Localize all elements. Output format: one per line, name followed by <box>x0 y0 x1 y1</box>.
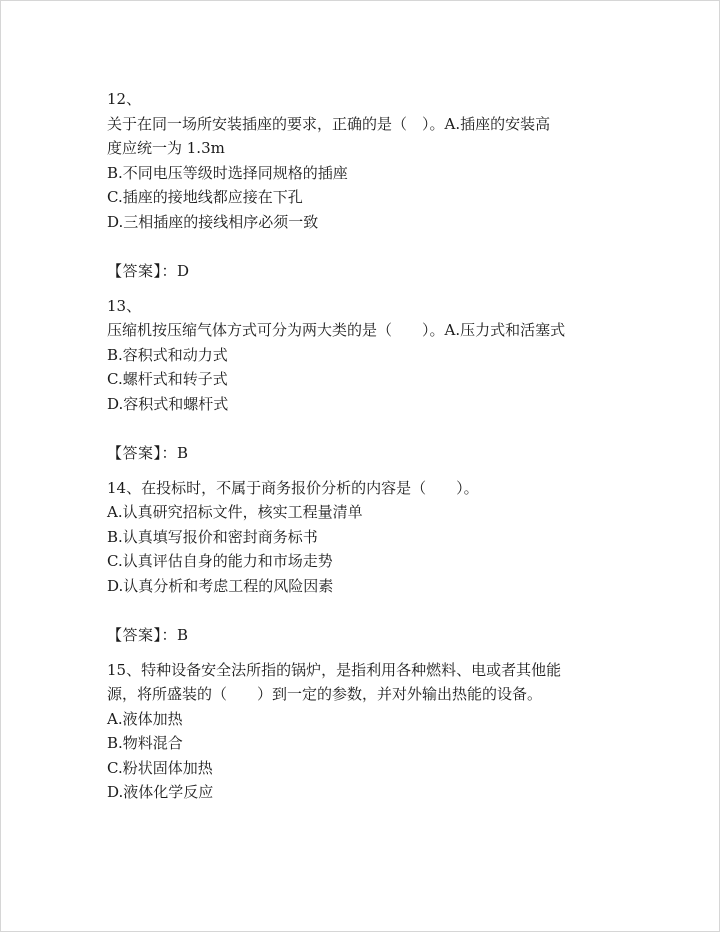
question-stem-line: 压缩机按压缩气体方式可分为两大类的是（ ）。A.压力式和活塞式 <box>107 321 566 339</box>
option-b: B.认真填写报价和密封商务标书 <box>107 527 318 546</box>
question-14 <box>107 476 617 648</box>
question-stem-line: 源，将所盛装的（ ）到一定的参数，并对外输出热能的设备。 <box>107 685 543 703</box>
option-d: D.认真分析和考虑工程的风险因素 <box>107 576 334 595</box>
option-a: A.液体加热 <box>107 709 183 728</box>
option-b: B.不同电压等级时选择同规格的插座 <box>107 163 348 182</box>
option-d: D.容积式和螺杆式 <box>107 394 229 413</box>
option-c: C.粉状固体加热 <box>107 758 213 777</box>
answer-label: 【答案】：D <box>107 262 190 280</box>
option-c: C.螺杆式和转子式 <box>107 370 228 388</box>
option-b: B.容积式和动力式 <box>107 345 228 364</box>
answer-label: 【答案】：B <box>107 444 189 462</box>
question-stem-line: 度应统一为 1.3m <box>107 139 225 157</box>
option-c: C.插座的接地线都应接在下孔 <box>107 188 303 206</box>
option-b: B.物料混合 <box>107 734 183 752</box>
question-list <box>107 87 617 805</box>
question-12 <box>107 87 617 284</box>
option-d: D.三相插座的接线相序必须一致 <box>107 212 319 231</box>
option-d: D.液体化学反应 <box>107 783 214 801</box>
option-a: A.认真研究招标文件，核实工程量清单 <box>107 503 363 521</box>
question-stem-line: 关于在同一场所安装插座的要求，正确的是（ ）。A.插座的安装高 <box>107 114 551 133</box>
question-number: 13、 <box>107 296 142 315</box>
question-number: 12、 <box>107 90 142 108</box>
question-15 <box>107 658 617 805</box>
question-stem-line: 15、特种设备安全法所指的锅炉，是指利用各种燃料、电或者其他能 <box>107 660 562 679</box>
question-stem-line: 14、在投标时，不属于商务报价分析的内容是（ ）。 <box>107 478 479 497</box>
question-13 <box>107 294 617 466</box>
answer-label: 【答案】：B <box>107 626 189 644</box>
option-c: C.认真评估自身的能力和市场走势 <box>107 552 333 570</box>
